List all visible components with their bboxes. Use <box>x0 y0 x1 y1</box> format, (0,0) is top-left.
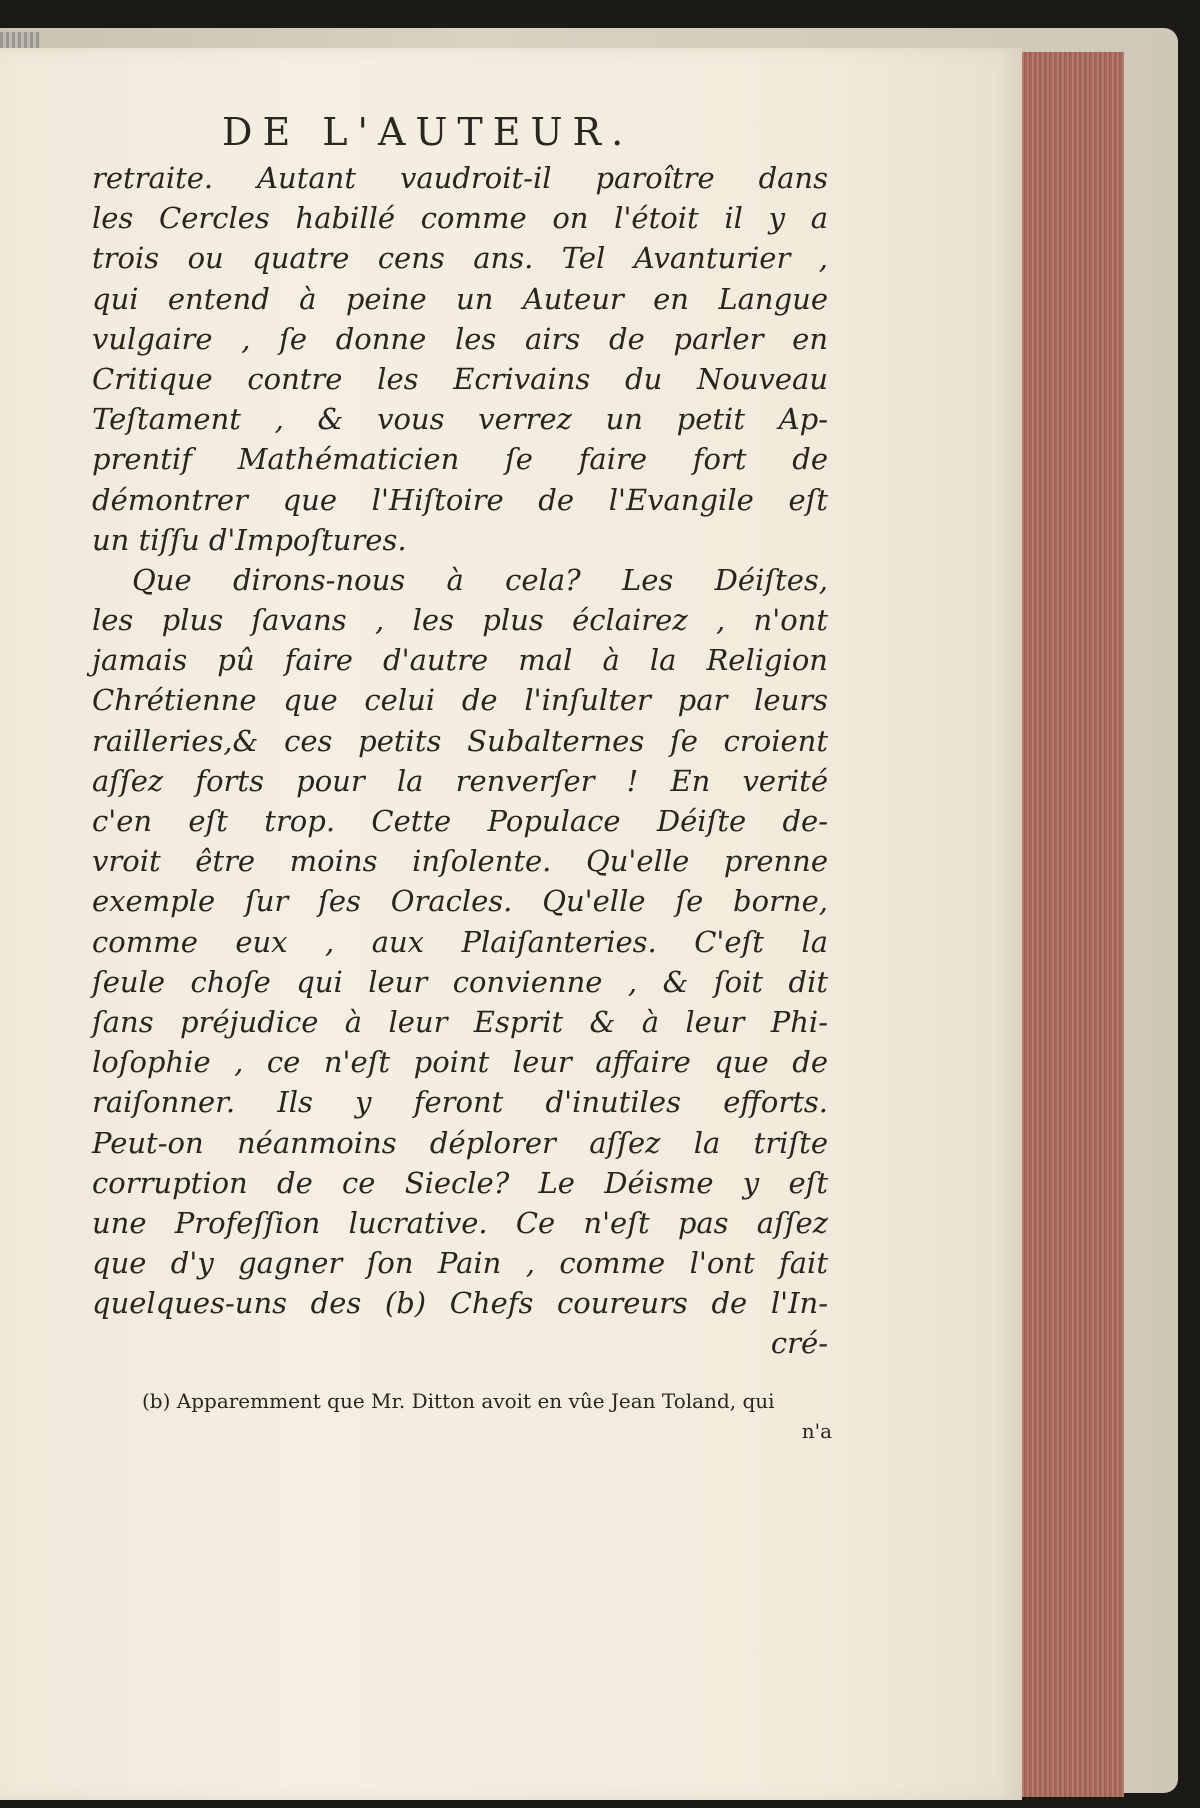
text-line: jamais pû faire d'autre mal à la Religion <box>92 643 828 678</box>
text-line: Critique contre les Ecrivains du Nouveau <box>92 361 828 396</box>
text-line: un tiſſu d'Impoſtures. <box>92 522 407 557</box>
text-line: loſophie , ce n'eſt point leur affaire que de <box>92 1045 828 1080</box>
footnote-line: (b) Apparemment que Mr. Ditton avoit en vûe Jean Toland, qui <box>142 1389 775 1413</box>
text-line: que d'y gagner ſon Pain , comme l'ont fait <box>92 1246 828 1281</box>
text-line: démontrer que l'Hiſtoire de l'Evangile eſt <box>92 482 828 517</box>
text-line: vulgaire , ſe donne les airs de parler en <box>92 321 828 356</box>
footnote-catchword: n'a <box>801 1419 832 1443</box>
text-line: Teſtament , & vous verrez un petit Ap- <box>92 402 828 437</box>
text-line: les plus ſavans , les plus éclairez , n'ont <box>92 603 828 638</box>
body-text <box>92 158 828 1364</box>
text-line: prentif Mathématicien ſe faire fort de <box>92 442 828 477</box>
text-line: qui entend à peine un Auteur en Langue <box>92 281 828 316</box>
text-line: aſſez forts pour la renverſer ! En verité <box>92 763 828 798</box>
text-line: trois ou quatre cens ans. Tel Avanturier , <box>92 241 828 276</box>
text-line: ſeule choſe qui leur convienne , & ſoit dit <box>92 964 828 999</box>
text-line: corruption de ce Siecle? Le Déisme y eſt <box>92 1165 828 1200</box>
text-line: Que dirons-nous à cela? Les Déiſtes, <box>132 562 828 597</box>
book-page <box>0 48 1022 1800</box>
catchword: cré- <box>770 1326 828 1361</box>
text-line: une Profeſſion lucrative. Ce n'eſt pas aſſez <box>92 1205 828 1240</box>
text-line: vroit être moins inſolente. Qu'elle prenne <box>92 844 828 879</box>
text-line: retraite. Autant vaudroit-il paroître dans <box>92 161 828 195</box>
page-edges <box>1018 52 1124 1797</box>
text-line: Chrétienne que celui de l'inſulter par leurs <box>92 683 828 718</box>
text-line: ſans préjudice à leur Esprit & à leur Phi- <box>92 1004 828 1039</box>
text-line: comme eux , aux Plaiſanteries. C'eſt la <box>92 924 828 959</box>
text-line: railleries,& ces petits Subalternes ſe croient <box>92 723 828 758</box>
running-head: DE L'AUTEUR. <box>222 110 634 154</box>
text-line: c'en eſt trop. Cette Populace Déiſte de- <box>92 804 828 838</box>
text-line: quelques-uns des (b) Chefs coureurs de l'In- <box>92 1286 828 1321</box>
text-line: raiſonner. Ils y feront d'inutiles efforts. <box>92 1085 828 1120</box>
text-line: Peut-on néanmoins déplorer aſſez la triſte <box>92 1125 828 1160</box>
text-line: exemple ſur ſes Oracles. Qu'elle ſe borne, <box>92 884 828 919</box>
footnote <box>142 1386 832 1446</box>
text-line: les Cercles habillé comme on l'étoit il y a <box>92 201 828 236</box>
